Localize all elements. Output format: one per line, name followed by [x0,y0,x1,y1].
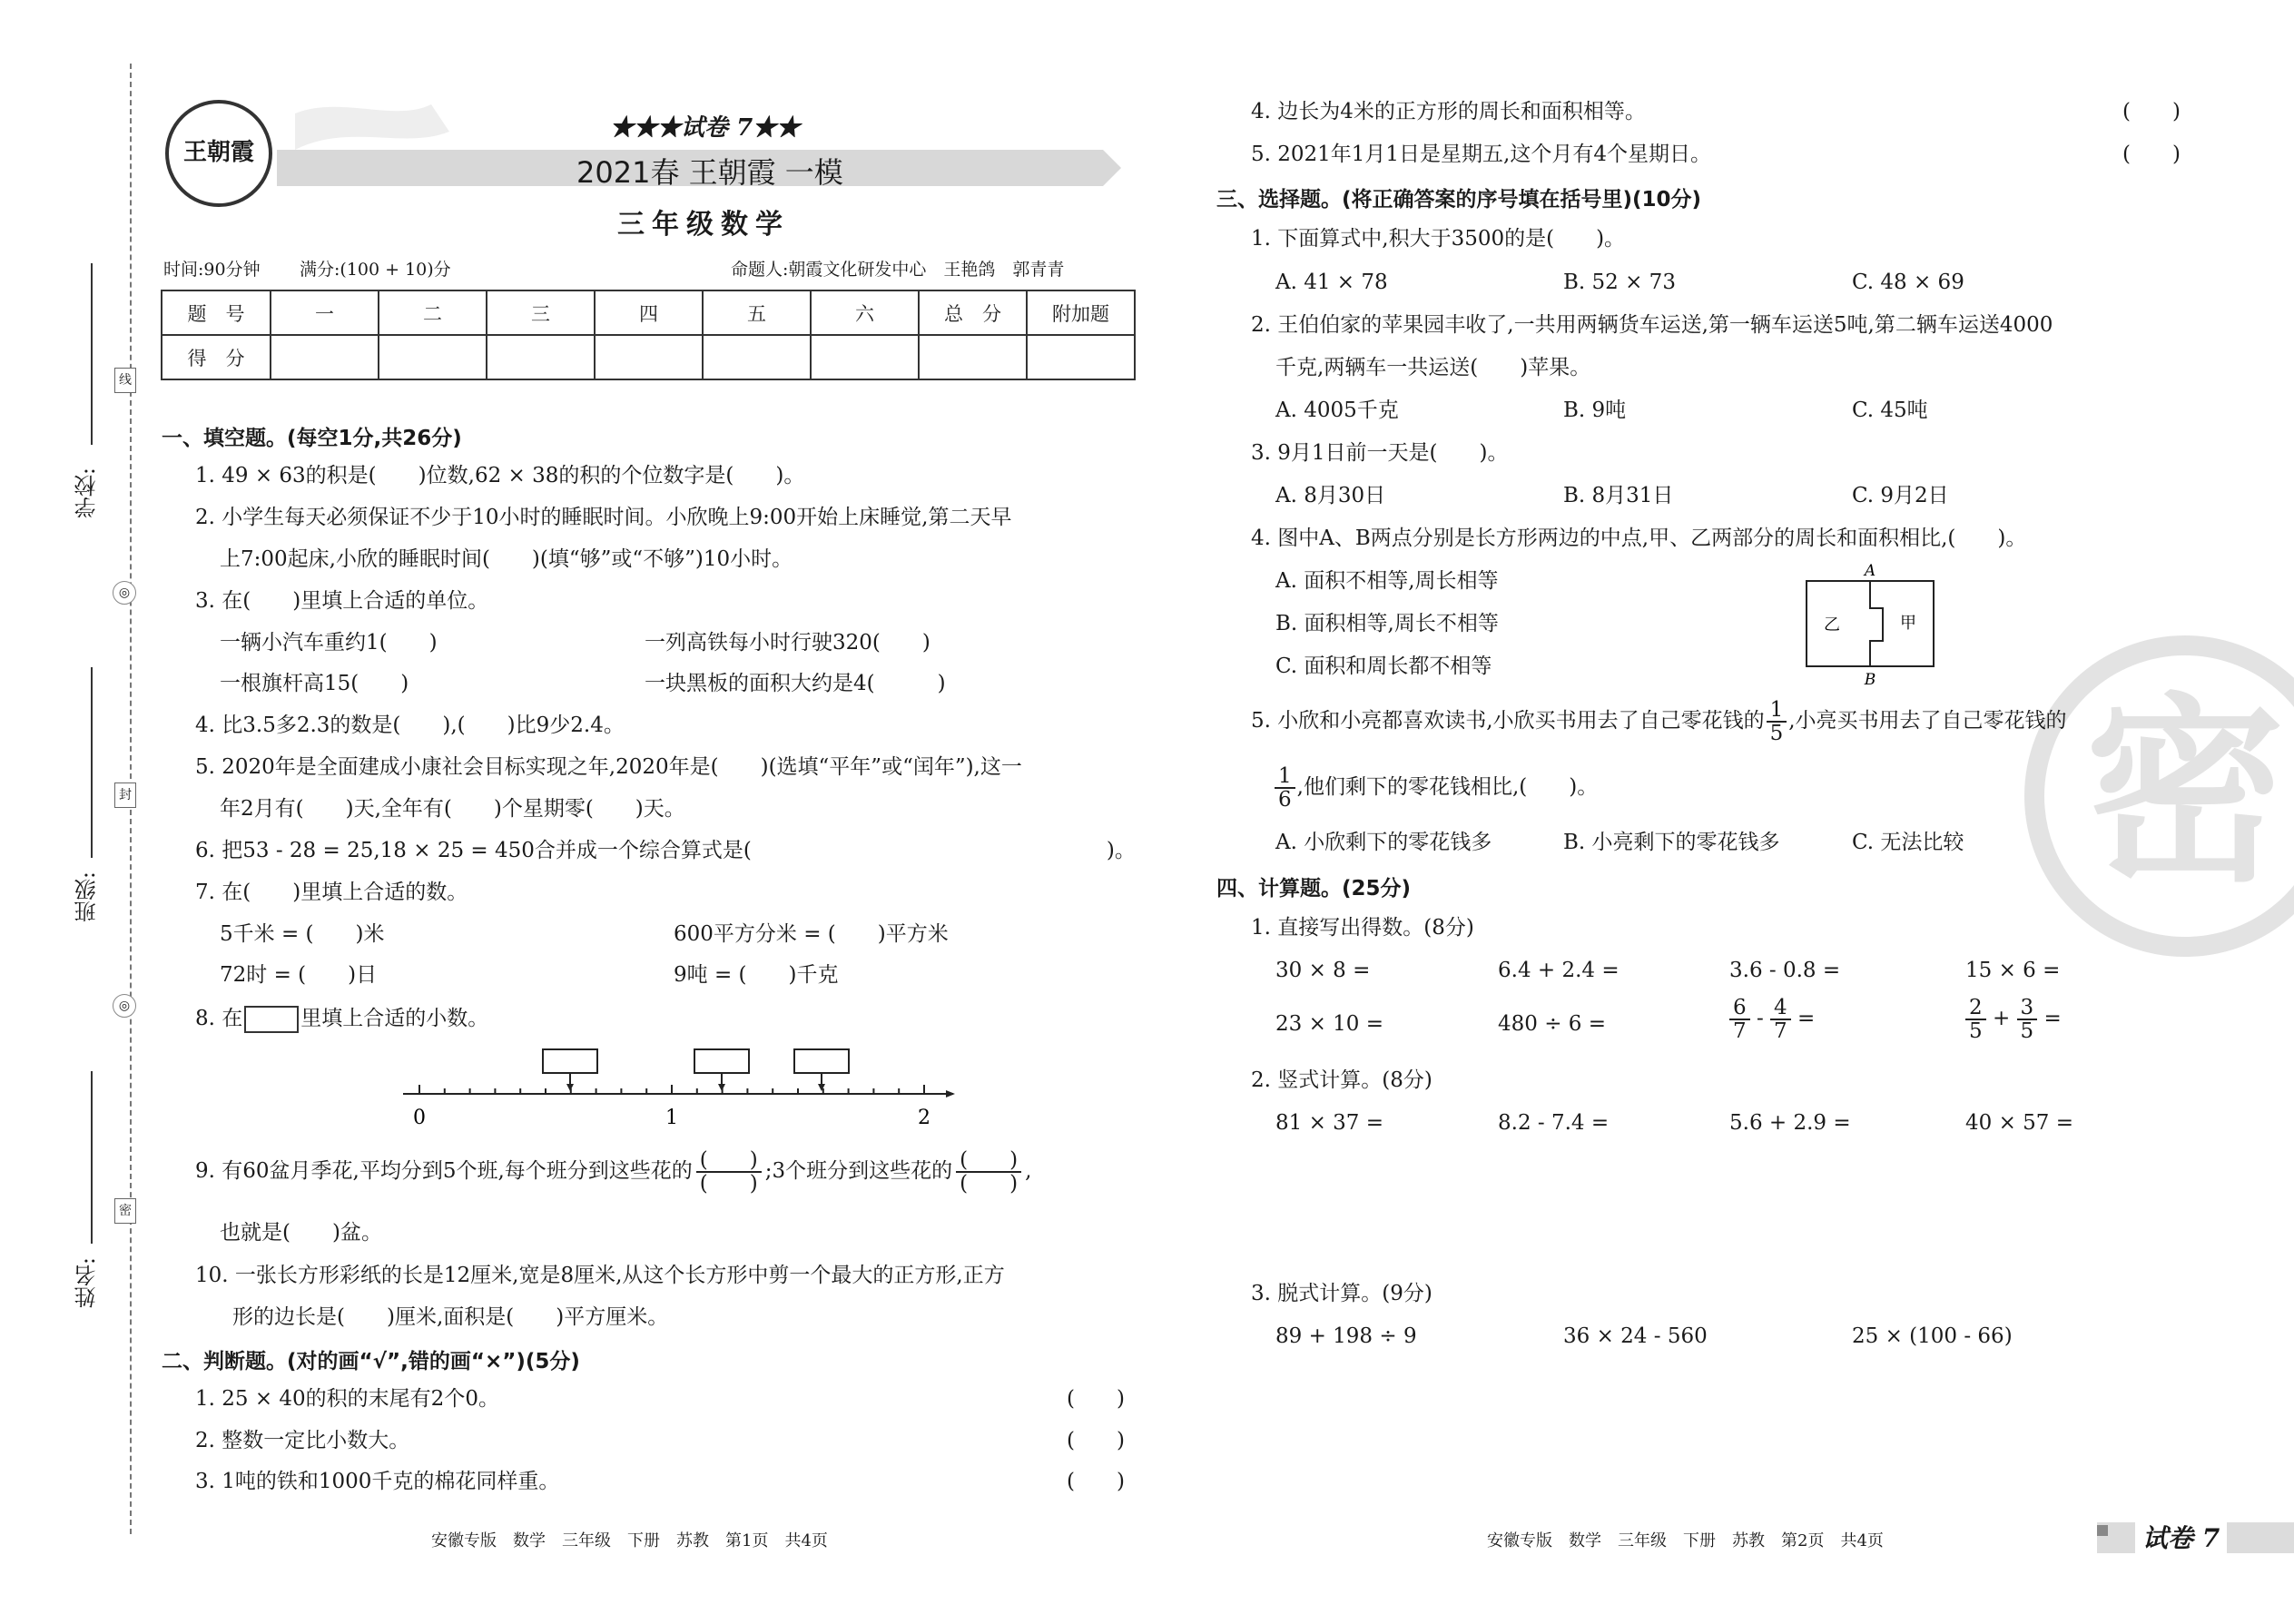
s2-q1: 1. 25 × 40的积的末尾有2个0。 [195,1387,499,1411]
rectangle-figure [1797,561,1943,688]
s3-q2b: 千克,两辆车一共运送( )苹果。 [1275,356,1591,379]
vcalc-1: 81 × 37 = [1275,1111,1384,1135]
s1-q5b: 年2月有( )天,全年有( )个星期零( )天。 [220,797,685,821]
s1-q5a: 5. 2020年是全面建成小康社会目标实现之年,2020年是( )(选填“平年”或“闰年”),这一 [195,755,1022,779]
point-a-label: A [1864,562,1876,580]
school-label: 学校: [74,468,100,519]
s3-q1-opt-a[interactable]: A. 41 × 78 [1275,271,1388,294]
s1-q7b: 600平方分米 = ( )平方米 [674,922,949,946]
class-line [91,667,93,858]
s1-q2b: 上7:00起床,小欣的睡眠时间( )(填“够”或“不够”)10小时。 [220,547,793,571]
footer-tag: 试卷 7 [2135,1519,2227,1555]
answer-box-2[interactable] [694,1049,749,1073]
point-b-label: B [1864,671,1876,688]
s1-q7a: 5千米 = ( )米 [220,922,385,946]
s3-q3-opt-b[interactable]: B. 8月31日 [1563,484,1674,507]
s2-q2: 2. 整数一定比小数大。 [195,1429,410,1452]
name-label: 姓名: [74,1257,100,1309]
calc-7: $\frac{6}{7}$ - $\frac{4}{7}$ = [1729,997,1815,1042]
region-jia-label: 甲 [1900,614,1916,633]
s3-q1-opt-b[interactable]: B. 52 × 73 [1563,271,1676,294]
calc-1: 30 × 8 = [1275,959,1371,982]
axis-label-2: 2 [918,1107,930,1129]
s2-q4-bracket[interactable]: ( ) [2122,100,2181,123]
s3-q5-opt-a[interactable]: A. 小欣剩下的零花钱多 [1275,831,1492,854]
seal-mark-3: 密 [114,1198,136,1224]
section4-title: 四、计算题。(25分) [1216,877,1412,901]
s1-q2a: 2. 小学生每天必须保证不少于10小时的睡眠时间。小欣晚上9:00开始上床睡觉,第二天早 [195,506,1012,529]
paper-number: ★★★试卷 7★★ [610,114,801,142]
section3-title: 三、选择题。(将正确答案的序号填在括号里)(10分) [1216,188,1702,212]
s2-q1-bracket[interactable]: ( ) [1067,1387,1125,1411]
s2-q5: 5. 2021年1月1日是星期五,这个月有4个星期日。 [1251,143,1711,166]
s3-q2-opt-a[interactable]: A. 4005千克 [1275,399,1399,422]
calc-3: 3.6 - 0.8 = [1729,959,1841,982]
footer-tag-square [2097,1525,2108,1536]
axis-label-0: 0 [413,1107,426,1129]
s3-q4-opt-b[interactable]: B. 面积相等,周长不相等 [1275,612,1499,635]
s3-q5-opt-b[interactable]: B. 小亮剩下的零花钱多 [1563,831,1780,854]
s1-q4: 4. 比3.5多2.3的数是( ),( )比9少2.4。 [195,714,625,737]
s4-p2: 2. 竖式计算。(8分) [1251,1068,1433,1092]
s1-q6: 6. 把53 - 28 = 25,18 × 25 = 450合并成一个综合算式是( )。 [195,839,1136,862]
s3-q3-opt-c[interactable]: C. 9月2日 [1852,484,1949,507]
s4-p3: 3. 脱式计算。(9分) [1251,1282,1433,1305]
s2-q3: 3. 1吨的铁和1000千克的棉花同样重。 [195,1470,560,1493]
seal-circle-1: ◎ [113,581,136,605]
s3-q4-opt-c[interactable]: C. 面积和周长都不相等 [1275,655,1492,678]
exam-score: 满分:(100 + 10)分 [300,260,451,280]
s3-q5c: $\frac{1}{6}$ ,他们剩下的零花钱相比,( )。 [1275,765,1598,811]
s3-q2-opt-c[interactable]: C. 45吨 [1852,399,1928,422]
secret-watermark: 密 [2024,635,2294,957]
s3-q1-opt-c[interactable]: C. 48 × 69 [1852,271,1964,294]
s1-q7c: 72时 = ( )日 [220,963,378,987]
s2-q3-bracket[interactable]: ( ) [1067,1470,1125,1493]
seal-mark-2: 封 [114,782,136,808]
s1-q10b: 形的边长是( )厘米,面积是( )平方厘米。 [232,1305,669,1329]
s2-q4: 4. 边长为4米的正方形的周长和面积相等。 [1251,100,1646,123]
s1-q10a: 10. 一张长方形彩纸的长是12厘米,宽是8厘米,从这个长方形中剪一个最大的正方形,正方 [195,1264,1005,1287]
calc-8: $\frac{2}{5}$ + $\frac{3}{5}$ = [1965,997,2062,1042]
s1-q3d: 一块黑板的面积大约是4( ) [645,672,946,695]
s1-q9d: 也就是( )盆。 [220,1221,382,1245]
s1-q1: 1. 49 × 63的积是( )位数,62 × 38的积的个位数字是( )。 [195,464,805,487]
number-line [399,1044,962,1130]
school-line [91,263,93,445]
axis-label-1: 1 [665,1107,678,1129]
s3-q5-opt-c[interactable]: C. 无法比较 [1852,831,1964,854]
score-table: 题 号 一 二 三 四 五 六 总 分 附加题 得 分 [161,290,1136,380]
footer-right: 安徽专版 数学 三年级 下册 苏教 第2页 共4页 [1487,1531,1884,1550]
class-label: 班级: [74,871,100,923]
footer-left: 安徽专版 数学 三年级 下册 苏教 第1页 共4页 [431,1531,828,1550]
region-yi-label: 乙 [1824,615,1840,635]
answer-box-1[interactable] [543,1049,597,1073]
step-calc-2: 36 × 24 - 560 [1563,1324,1708,1348]
calc-2: 6.4 + 2.4 = [1498,959,1620,982]
step-calc-3: 25 × (100 - 66) [1852,1324,2013,1348]
vcalc-3: 5.6 + 2.9 = [1729,1111,1851,1135]
s3-q3: 3. 9月1日前一天是( )。 [1251,441,1509,465]
s1-q9a: 9. 有60盆月季花,平均分到5个班,每个班分到这些花的 $\frac{( )}{( )}$ ;3个班分到这些花的 $\frac{( )}{( )}$ , [195,1148,1032,1196]
section1-title: 一、填空题。(每空1分,共26分) [162,427,462,450]
s3-q2a: 2. 王伯伯家的苹果园丰收了,一共用两辆货车运送,第一辆车运送5吨,第二辆车运送4000 [1251,313,2053,337]
exam-authors: 命题人:朝霞文化研发中心 王艳鸽 郭青青 [731,260,1065,280]
s3-q2-opt-b[interactable]: B. 9吨 [1563,399,1627,422]
s2-q2-bracket[interactable]: ( ) [1067,1429,1125,1452]
calc-5: 23 × 10 = [1275,1012,1384,1036]
s3-q4-opt-a[interactable]: A. 面积不相等,周长相等 [1275,569,1499,593]
subtitle: 三年级数学 [617,209,790,241]
calc-4: 15 × 6 = [1965,959,2061,982]
s3-q1: 1. 下面算式中,积大于3500的是( )。 [1251,227,1626,251]
seal-circle-2: ◎ [113,994,136,1018]
seal-mark-1: 线 [114,368,136,393]
s3-q5a: 5. 小欣和小亮都喜欢读书,小欣买书用去了自己零花钱的 $\frac{1}{5}$ ,小亮买书用去了自己零花钱的 [1251,698,2067,745]
main-title: 2021春 王朝霞 一模 [576,155,843,190]
step-calc-1: 89 + 198 ÷ 9 [1275,1324,1417,1348]
vcalc-4: 40 × 57 = [1965,1111,2074,1135]
name-line [91,1071,93,1244]
s1-q3: 3. 在( )里填上合适的单位。 [195,589,489,613]
calc-6: 480 ÷ 6 = [1498,1012,1607,1036]
brand-logo: 王朝霞 [165,100,272,207]
s1-q7d: 9吨 = ( )千克 [674,963,839,987]
s1-q3b: 一列高铁每小时行驶320( ) [645,631,930,655]
s1-q3c: 一根旗杆高15( ) [220,672,409,695]
s1-q8: 8. 在 里填上合适的小数。 [195,1005,488,1033]
s3-q4: 4. 图中A、B两点分别是长方形两边的中点,甲、乙两部分的周长和面积相比,( )。 [1251,527,2027,550]
answer-box-3[interactable] [794,1049,849,1073]
section2-title: 二、判断题。(对的画“√”,错的画“×”)(5分) [162,1350,580,1373]
s3-q3-opt-a[interactable]: A. 8月30日 [1275,484,1386,507]
s4-p1: 1. 直接写出得数。(8分) [1251,916,1474,940]
vcalc-2: 8.2 - 7.4 = [1498,1111,1610,1135]
s1-q7: 7. 在( )里填上合适的数。 [195,881,468,904]
exam-time: 时间:90分钟 [163,260,261,280]
s2-q5-bracket[interactable]: ( ) [2122,143,2181,166]
s1-q3a: 一辆小汽车重约1( ) [220,631,438,655]
